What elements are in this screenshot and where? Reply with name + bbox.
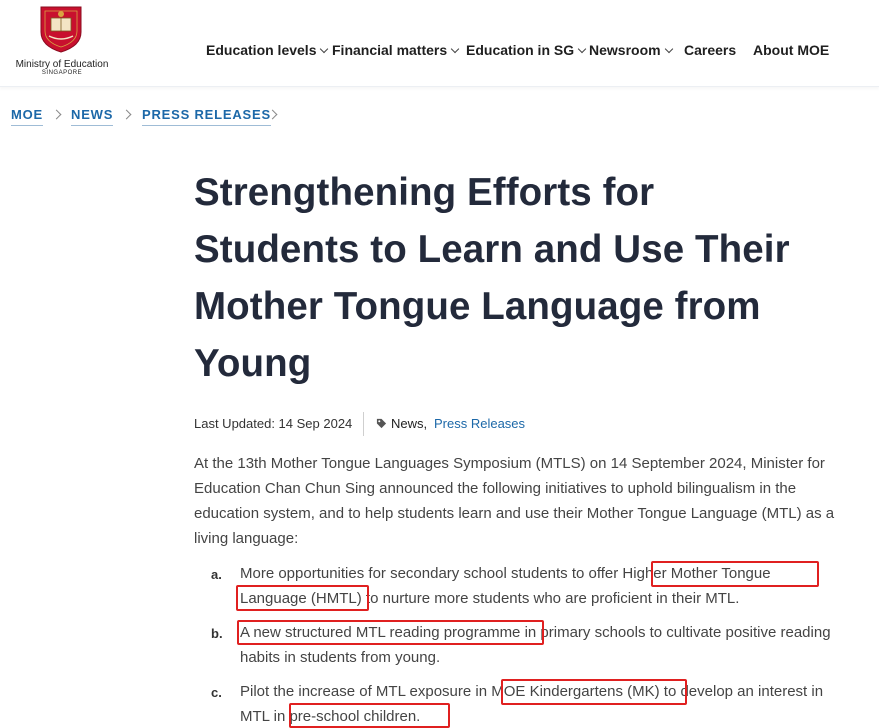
list-item-line: Pilot the increase of MTL exposure in MOE Kindergartens (MK) to develop an interest in bbox=[240, 683, 824, 700]
list-marker: b. bbox=[211, 626, 223, 641]
intro-line: Education Chan Chun Sing announced the following initiatives to uphold bilingualism in the bbox=[194, 480, 797, 497]
title-line: Young bbox=[194, 342, 312, 385]
intro-line: At the 13th Mother Tongue Languages Symposium (MTLS) on 14 September 2024, Minister for bbox=[194, 455, 825, 472]
list-item-text bbox=[240, 620, 876, 670]
moe-crest-icon bbox=[38, 4, 84, 54]
list-item-line: habits in students from young. bbox=[240, 649, 441, 666]
breadcrumb-moe[interactable]: MOE bbox=[11, 106, 43, 126]
title-line: Students to Learn and Use Their bbox=[194, 228, 790, 271]
last-updated: Last Updated: 14 Sep 2024 bbox=[194, 416, 353, 431]
list-item bbox=[194, 679, 879, 728]
logo-country: SINGAPORE bbox=[41, 70, 83, 76]
intro-paragraph bbox=[194, 451, 866, 551]
moe-logo[interactable] bbox=[14, 4, 110, 80]
intro-line: living language: bbox=[194, 530, 299, 547]
breadcrumb-press-releases[interactable]: PRESS RELEASES bbox=[142, 106, 271, 126]
tag-icon bbox=[376, 418, 387, 429]
nav-financial-matters[interactable] bbox=[332, 41, 458, 59]
list-item bbox=[194, 620, 879, 670]
title-line: Mother Tongue Language from bbox=[194, 285, 761, 328]
list-marker: a. bbox=[211, 567, 222, 582]
list-item-line: Language (HMTL) to nurture more students who are proficient in their MTL. bbox=[240, 590, 740, 607]
list-item-line: More opportunities for secondary school students to offer Higher Mother Tongue bbox=[240, 565, 771, 582]
list-marker: c. bbox=[211, 685, 222, 700]
nav-education-in-sg[interactable] bbox=[466, 41, 585, 59]
list-item-line: A new structured MTL reading programme in primary schools to cultivate positive reading bbox=[240, 624, 831, 641]
list-item-line: MTL in pre-school children. bbox=[240, 708, 421, 725]
chevron-right-icon bbox=[122, 110, 132, 120]
chevron-right-icon bbox=[52, 110, 62, 120]
meta-divider bbox=[363, 412, 364, 436]
nav-label: About MOE bbox=[753, 42, 830, 58]
list-item-text bbox=[240, 679, 876, 728]
tag-news-link[interactable]: News, bbox=[391, 416, 428, 431]
chevron-down-icon bbox=[320, 45, 328, 53]
tag-press-releases-link[interactable]: Press Releases bbox=[434, 416, 526, 431]
nav-careers[interactable] bbox=[684, 41, 736, 59]
page-title bbox=[194, 164, 879, 392]
nav-education-levels[interactable] bbox=[206, 41, 327, 59]
nav-label: Financial matters bbox=[332, 42, 448, 58]
nav-label: Education levels bbox=[206, 42, 317, 58]
breadcrumb-news[interactable]: NEWS bbox=[71, 106, 113, 126]
chevron-down-icon bbox=[664, 45, 672, 53]
nav-about-moe[interactable] bbox=[753, 41, 829, 59]
nav-label: Newsroom bbox=[589, 42, 661, 58]
title-line: Strengthening Efforts for bbox=[194, 171, 655, 214]
intro-line: education system, and to help students learn and use their Mother Tongue Language (MTL) as a bbox=[194, 505, 835, 522]
list-item-text bbox=[240, 561, 876, 611]
chevron-down-icon bbox=[578, 45, 586, 53]
chevron-down-icon bbox=[451, 45, 459, 53]
list-item bbox=[194, 561, 879, 611]
nav-newsroom[interactable] bbox=[589, 41, 672, 59]
nav-label: Careers bbox=[684, 42, 737, 58]
nav-label: Education in SG bbox=[466, 42, 575, 58]
logo-name: Ministry of Education bbox=[15, 59, 109, 70]
site-header bbox=[0, 0, 879, 87]
